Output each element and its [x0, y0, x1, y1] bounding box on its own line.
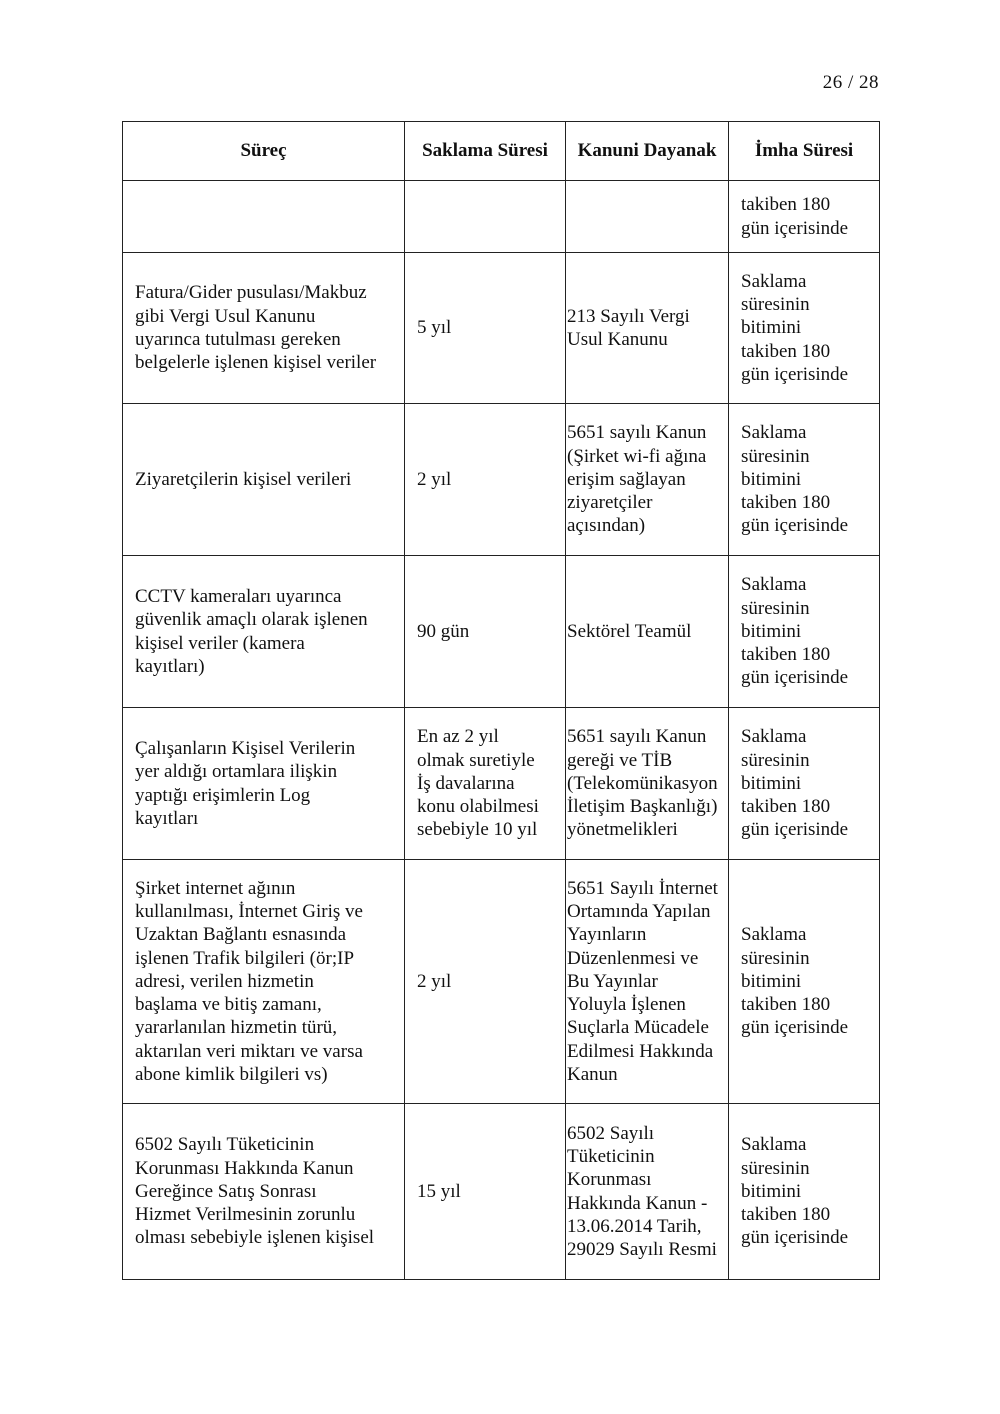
- retention-text: 90 gün: [417, 620, 470, 642]
- header-process: Süreç: [123, 122, 405, 181]
- process-text: Şirket internet ağının kullanılması, İnternet Giriş ve Uzaktan Bağlantı esnasında işlenen Trafik bilgileri (ör;IP adresi, verilen hizmetin başlama ve bitiş zamanı, yararlanılan hizmetin türü, aktarılan veri miktarı ve varsa abone kimlik bilgileri vs): [135, 877, 363, 1086]
- table-row: [123, 1104, 880, 1280]
- retention-cell: [405, 556, 566, 708]
- process-text: Ziyaretçilerin kişisel verileri: [135, 468, 352, 490]
- table-row: [123, 181, 880, 253]
- header-legal-basis: Kanuni Dayanak: [566, 122, 729, 181]
- table-header-row: [123, 122, 880, 181]
- retention-cell: [405, 708, 566, 860]
- process-cell: [123, 860, 405, 1104]
- table-row: [123, 556, 880, 708]
- destruction-text: Saklama süresinin bitimini takiben 180 gün içerisinde: [741, 270, 849, 385]
- process-cell: [123, 556, 405, 708]
- legal-basis-text: 213 Sayılı Vergi Usul Kanunu: [567, 305, 690, 350]
- legal-basis-cell: [566, 253, 729, 404]
- table-row: [123, 860, 880, 1104]
- header-retention-period: Saklama Süresi: [405, 122, 566, 181]
- retention-table: [122, 121, 880, 1280]
- process-cell: [123, 253, 405, 404]
- process-cell: [123, 404, 405, 556]
- legal-basis-cell: [566, 556, 729, 708]
- destruction-text: Saklama süresinin bitimini takiben 180 gün içerisinde: [741, 422, 849, 537]
- destruction-text: takiben 180 gün içerisinde: [741, 194, 849, 239]
- destruction-cell: [729, 404, 880, 556]
- destruction-cell: [729, 556, 880, 708]
- destruction-cell: [729, 708, 880, 860]
- process-text: Fatura/Gider pusulası/Makbuz gibi Vergi Usul Kanunu uyarınca tutulması gereken belgelerle işlenen kişisel veriler: [135, 282, 377, 374]
- destruction-text: Saklama süresinin bitimini takiben 180 gün içerisinde: [741, 1134, 849, 1249]
- process-cell: [123, 1104, 405, 1280]
- table-row: [123, 404, 880, 556]
- legal-basis-text: Sektörel Teamül: [567, 620, 692, 642]
- process-text: 6502 Sayılı Tüketicinin Korunması Hakkında Kanun Gereğince Satış Sonrası Hizmet Verilmesinin zorunlu olması sebebiyle işlenen kişisel: [135, 1134, 375, 1249]
- destruction-text: Saklama süresinin bitimini takiben 180 gün içerisinde: [741, 726, 849, 841]
- retention-text: 5 yıl: [417, 317, 452, 339]
- process-text: CCTV kameraları uyarınca güvenlik amaçlı olarak işlenen kişisel veriler (kamera kayıtları): [135, 585, 368, 677]
- retention-text: En az 2 yıl olmak suretiyle İş davalarına konu olabilmesi sebebiyle 10 yıl: [417, 726, 539, 841]
- legal-basis-cell: [566, 181, 729, 253]
- table-row: [123, 253, 880, 404]
- legal-basis-text: 6502 Sayılı Tüketicinin Korunması Hakkında Kanun - 13.06.2014 Tarih, 29029 Sayılı Resmi: [567, 1122, 717, 1261]
- header-destruction-period: İmha Süresi: [729, 122, 880, 181]
- process-text: Çalışanların Kişisel Verilerin yer aldığı ortamlara ilişkin yaptığı erişimlerin Log kayıtları: [135, 737, 356, 829]
- legal-basis-cell: [566, 404, 729, 556]
- destruction-cell: [729, 181, 880, 253]
- retention-cell: [405, 181, 566, 253]
- legal-basis-cell: [566, 1104, 729, 1280]
- destruction-cell: [729, 860, 880, 1104]
- destruction-cell: [729, 1104, 880, 1280]
- destruction-text: Saklama süresinin bitimini takiben 180 gün içerisinde: [741, 924, 849, 1039]
- legal-basis-text: 5651 sayılı Kanun gereği ve TİB (Telekomünikasyon İletişim Başkanlığı) yönetmelikleri: [567, 726, 718, 841]
- process-cell: [123, 181, 405, 253]
- legal-basis-text: 5651 sayılı Kanun (Şirket wi-fi ağına erişim sağlayan ziyaretçiler açısından): [567, 422, 707, 537]
- legal-basis-text: 5651 Sayılı İnternet Ortamında Yapılan Yayınların Düzenlenmesi ve Bu Yayınlar Yoluyla İşlenen Suçlarla Mücadele Edilmesi Hakkında Kanun: [567, 877, 718, 1086]
- retention-cell: [405, 1104, 566, 1280]
- retention-cell: [405, 253, 566, 404]
- page-number: 26 / 28: [822, 72, 879, 93]
- retention-cell: [405, 404, 566, 556]
- retention-text: 2 yıl: [417, 970, 452, 992]
- retention-cell: [405, 860, 566, 1104]
- legal-basis-cell: [566, 708, 729, 860]
- retention-text: 2 yıl: [417, 468, 452, 490]
- process-cell: [123, 708, 405, 860]
- retention-text: 15 yıl: [417, 1180, 461, 1202]
- legal-basis-cell: [566, 860, 729, 1104]
- destruction-cell: [729, 253, 880, 404]
- destruction-text: Saklama süresinin bitimini takiben 180 gün içerisinde: [741, 574, 849, 689]
- table-row: [123, 708, 880, 860]
